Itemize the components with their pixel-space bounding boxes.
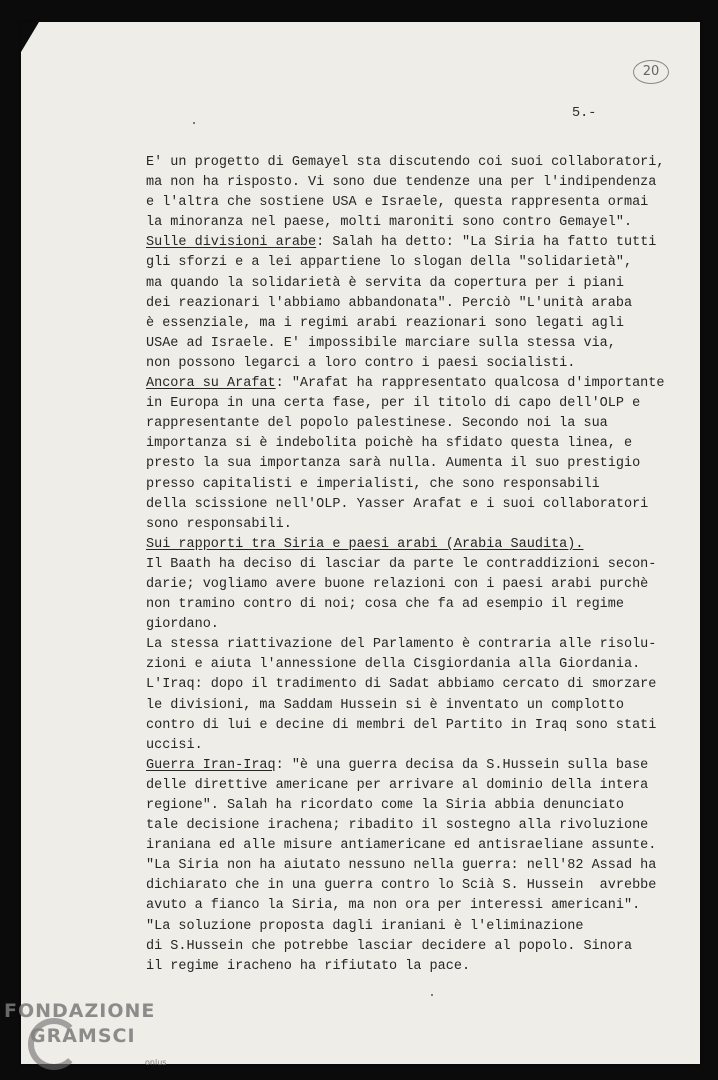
text-segment: gli sforzi e a lei appartiene lo slogan della "solidarietà",: [146, 255, 633, 271]
text-line: [146, 414, 686, 434]
text-segment: in Europa in una certa fase, per il titolo di capo dell'OLP e: [146, 396, 641, 412]
text-line: [146, 816, 686, 836]
text-line: [146, 615, 686, 635]
text-segment: regione". Salah ha ricordato come la Siria abbia denunciato: [146, 798, 624, 813]
text-segment: "La soluzione proposta dagli iraniani è l'eliminazione: [146, 918, 584, 934]
text-line: [146, 153, 686, 173]
text-segment: : Salah ha detto: "La Siria ha fatto tutti: [316, 235, 657, 251]
text-line: [146, 475, 686, 495]
text-line: [146, 374, 686, 394]
text-segment: darie; vogliamo avere buone relazioni con i paesi arabi purchè: [146, 576, 649, 592]
text-segment: avuto a fianco la Siria, ma non ora per interessi americani".: [146, 898, 641, 914]
text-line: [146, 776, 686, 796]
text-segment: ma quando la solidarietà è servita da copertura per i piani: [146, 275, 624, 291]
text-line: [146, 595, 686, 615]
text-line: [146, 294, 686, 314]
folded-corner: [21, 22, 39, 52]
text-segment: L'Iraq: dopo il tradimento di Sadat abbiamo cercato di smorzare: [146, 677, 657, 693]
text-segment: zioni e aiuta l'annessione della Cisgiordania alla Giordania.: [146, 657, 641, 673]
text-line: [146, 274, 686, 294]
text-line: [146, 736, 686, 756]
text-segment: Il Baath ha deciso di lasciar da parte le contraddizioni secon-: [146, 556, 657, 572]
text-line: [146, 454, 686, 474]
text-line: [146, 856, 686, 876]
text-segment: dichiarato che in una guerra contro lo Scià S. Hussein avrebbe: [146, 878, 657, 894]
text-line: [146, 655, 686, 675]
text-segment: sono responsabili.: [146, 516, 292, 532]
watermark-line3: onlus: [145, 1058, 167, 1067]
text-line: [146, 937, 686, 957]
text-segment: giordano.: [146, 617, 219, 633]
paper-speck: [431, 994, 433, 996]
text-segment: La stessa riattivazione del Parlamento è contraria alle risolu-: [146, 637, 657, 653]
text-segment: ma non ha risposto. Vi sono due tendenze una per l'indipendenza: [146, 175, 657, 191]
text-line: [146, 917, 686, 937]
watermark-line1: FONDAZIONE: [4, 1000, 156, 1022]
text-line: [146, 756, 686, 776]
text-line: [146, 233, 686, 253]
text-segment: non possono legarci a loro contro i paesi socialisti.: [146, 355, 576, 371]
archive-stamp: 20: [633, 60, 669, 84]
text-segment: : "è una guerra decisa da S.Hussein sulla base: [275, 757, 649, 773]
text-segment: la minoranza nel paese, molti maroniti sono contro Gemayel".: [146, 215, 633, 231]
text-segment: è essenziale, ma i regimi arabi reazionari sono legati agli: [146, 315, 624, 331]
text-segment: e l'altra che sostiene USA e Israele, questa rappresenta ormai: [146, 195, 649, 211]
text-segment: le divisioni, ma Saddam Hussein si è inventato un complotto: [146, 697, 624, 713]
section-heading: Guerra Iran-Iraq: [146, 757, 276, 773]
text-segment: presso capitalisti e imperialisti, che sono responsabili: [146, 476, 600, 492]
watermark-line2: GRAMSCI: [30, 1025, 136, 1047]
text-segment: delle direttive americane per arrivare al dominio della intera: [146, 777, 649, 793]
text-line: [146, 675, 686, 695]
text-line: [146, 193, 686, 213]
text-line: [146, 314, 686, 334]
text-segment: USAe ad Israele. E' impossibile marciare sulla stessa via,: [146, 335, 616, 351]
text-segment: E' un progetto di Gemayel sta discutendo coi suoi collaboratori,: [146, 155, 665, 170]
text-line: [146, 434, 686, 454]
text-segment: iraniana ed alle misure antiamericane ed antisraeliane assunte.: [146, 838, 657, 854]
body-text: [146, 153, 686, 977]
section-heading: Ancora su Arafat: [146, 376, 276, 392]
section-heading: Sui rapporti tra Siria e paesi arabi (Arabia Saudita).: [146, 536, 584, 552]
text-line: [146, 354, 686, 374]
text-segment: contro di lui e decine di membri del Partito in Iraq sono stati: [146, 717, 657, 733]
watermark: [4, 1000, 167, 1067]
text-segment: : "Arafat ha rappresentato qualcosa d'importante: [275, 376, 665, 392]
page-number: 5.-: [572, 106, 597, 121]
text-line: [146, 957, 686, 977]
text-line: [146, 253, 686, 273]
text-line: [146, 334, 686, 354]
text-segment: tale decisione irachena; ribadito il sostegno alla rivoluzione: [146, 818, 649, 834]
text-line: [146, 716, 686, 736]
watermark-logo-icon: [28, 1018, 80, 1070]
text-line: [146, 575, 686, 595]
text-line: [146, 394, 686, 414]
paper-speck: [193, 122, 195, 124]
text-segment: il regime iracheno ha rifiutato la pace.: [146, 958, 471, 974]
document-page: [21, 22, 700, 1064]
text-segment: dei reazionari l'abbiamo abbandonata". Perciò "L'unità araba: [146, 295, 633, 311]
text-segment: "La Siria non ha aiutato nessuno nella guerra: nell'82 Assad ha: [146, 858, 657, 874]
text-line: [146, 535, 686, 555]
text-line: [146, 635, 686, 655]
text-line: [146, 213, 686, 233]
text-segment: uccisi.: [146, 737, 203, 753]
text-line: [146, 495, 686, 515]
text-segment: di S.Hussein che potrebbe lasciar decidere al popolo. Sinora: [146, 938, 633, 954]
text-line: [146, 555, 686, 575]
text-segment: non tramino contro di noi; cosa che fa ad esempio il regime: [146, 597, 624, 613]
text-line: [146, 896, 686, 916]
text-line: [146, 696, 686, 716]
text-line: [146, 876, 686, 896]
section-heading: Sulle divisioni arabe: [146, 235, 317, 251]
text-line: [146, 515, 686, 535]
text-line: [146, 173, 686, 193]
text-segment: importanza si è indebolita poichè ha sfidato questa linea, e: [146, 436, 633, 452]
text-segment: rappresentante del popolo palestinese. Secondo noi la sua: [146, 416, 608, 432]
text-segment: della scissione nell'OLP. Yasser Arafat e i suoi collaboratori: [146, 496, 649, 512]
text-line: [146, 836, 686, 856]
text-line: [146, 796, 686, 816]
text-segment: presto la sua importanza sarà nulla. Aumenta il suo prestigio: [146, 456, 641, 472]
